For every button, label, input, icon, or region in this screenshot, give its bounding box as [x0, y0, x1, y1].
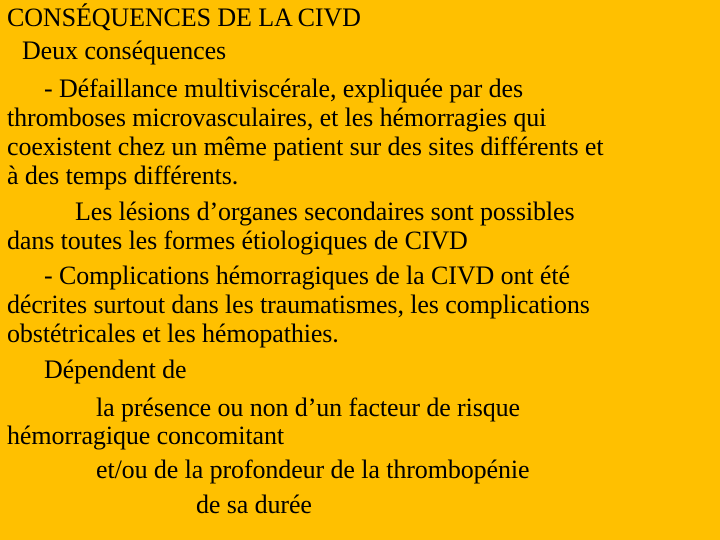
- paragraph-1-line-3: coexistent chez un même patient sur des sites différents et: [7, 132, 604, 161]
- paragraph-4-line-4: et/ou de la profondeur de la thrombopénie: [96, 455, 530, 484]
- paragraph-3-line-2: décrites surtout dans les traumatismes, les complications: [7, 290, 590, 319]
- paragraph-4-line-2: la présence ou non d’un facteur de risque: [96, 393, 520, 422]
- paragraph-4-line-5: de sa durée: [196, 490, 312, 519]
- paragraph-4-line-1: Dépendent de: [44, 355, 187, 384]
- paragraph-4-line-3: hémorragique concomitant: [7, 421, 284, 450]
- slide-subtitle: Deux conséquences: [22, 36, 227, 65]
- slide-title: CONSÉQUENCES DE LA CIVD: [7, 3, 361, 32]
- paragraph-3-line-1: - Complications hémorragiques de la CIVD ont été: [44, 261, 570, 290]
- paragraph-3-line-3: obstétricales et les hémopathies.: [7, 319, 339, 348]
- paragraph-1-line-1: - Défaillance multiviscérale, expliquée par des: [44, 74, 523, 103]
- paragraph-1-line-4: à des temps différents.: [7, 161, 239, 190]
- paragraph-2-line-1: Les lésions d’organes secondaires sont possibles: [75, 197, 575, 226]
- paragraph-2-line-2: dans toutes les formes étiologiques de CIVD: [7, 226, 468, 255]
- paragraph-1-line-2: thromboses microvasculaires, et les hémorragies qui: [7, 103, 547, 132]
